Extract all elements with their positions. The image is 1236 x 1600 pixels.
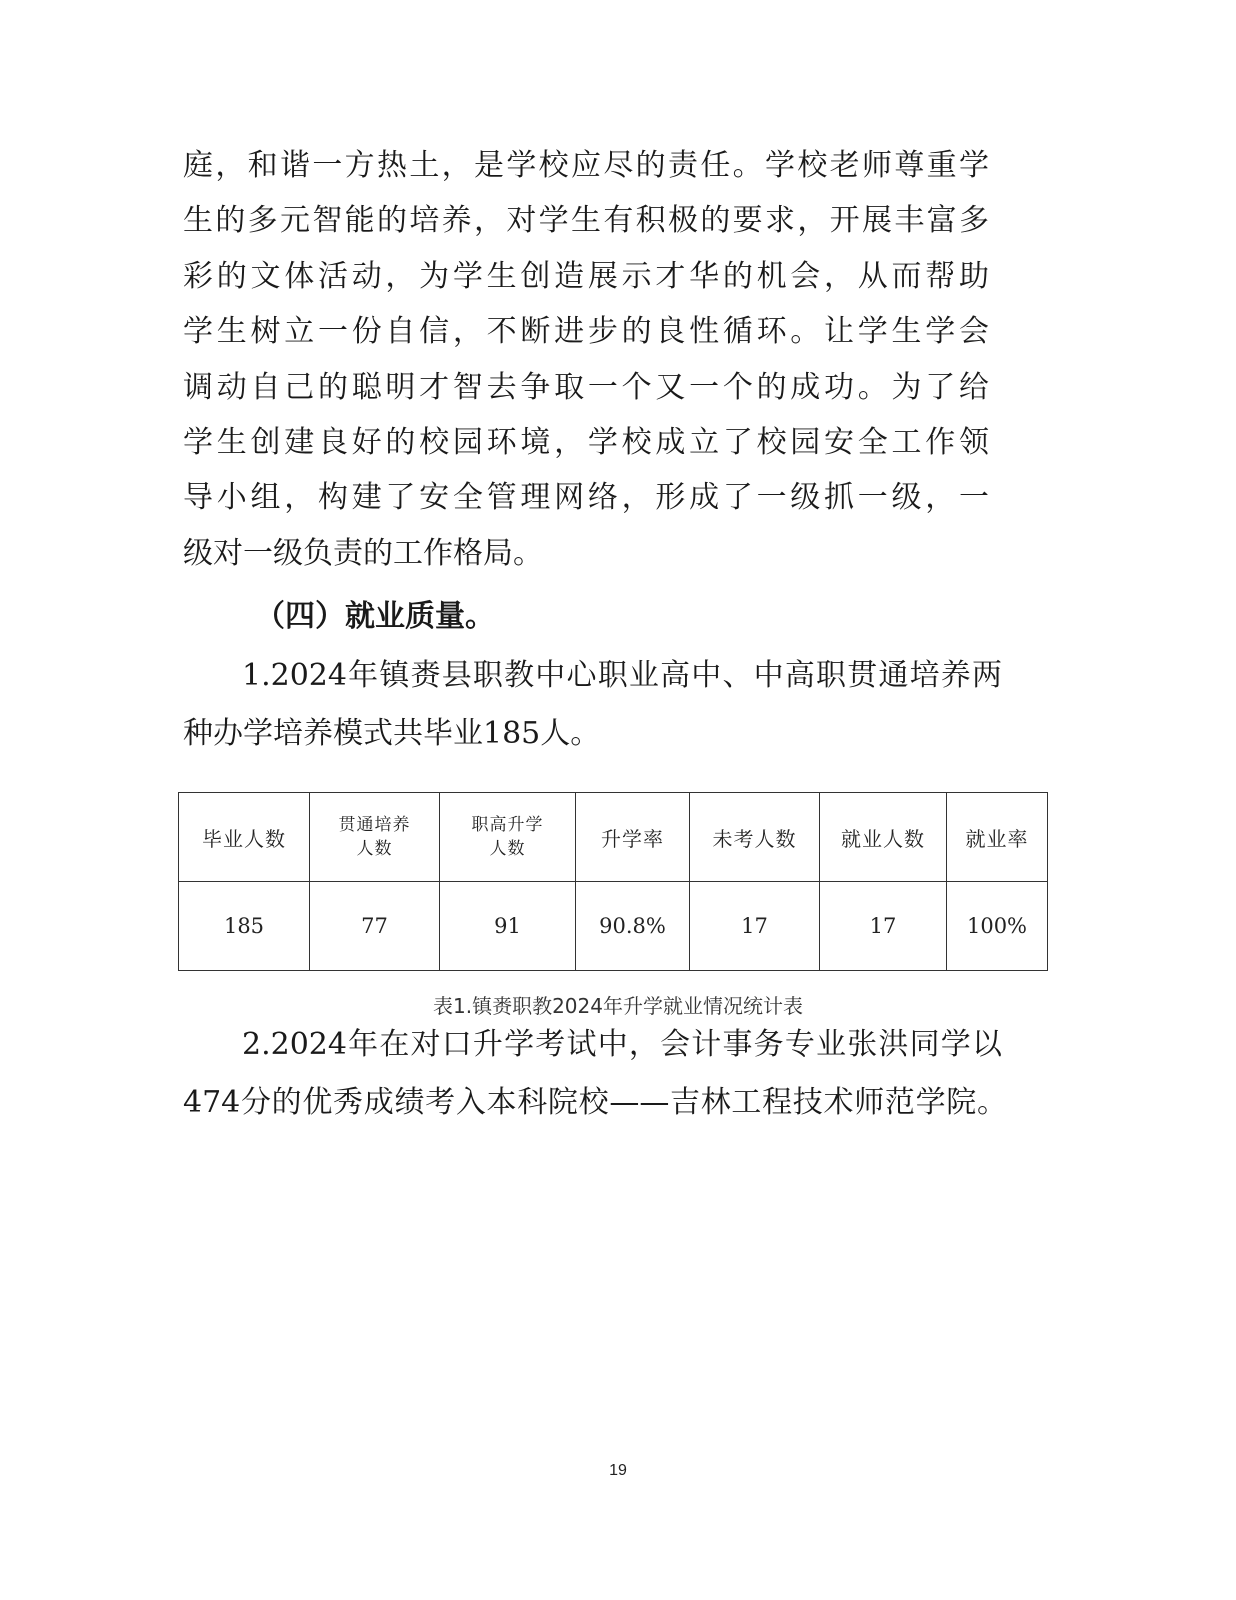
header-cell-not-tested: 未考人数 [690, 793, 820, 882]
paragraph-line: 彩的文体活动，为学生创造展示才华的机会，从而帮助 [183, 259, 989, 294]
paragraph-line: 导小组，构建了安全管理网络，形成了一级抓一级，一 [183, 480, 989, 515]
header-cell-employed: 就业人数 [820, 793, 947, 882]
item-1-line-2: 种办学培养模式共毕业185人。 [183, 716, 601, 751]
statistics-table [178, 792, 1048, 971]
paragraph-line: 级对一级负责的工作格局。 [183, 536, 543, 571]
value-cell-admission-rate: 90.8% [576, 882, 690, 971]
header-cell-admission-rate: 升学率 [576, 793, 690, 882]
table-caption: 表1.镇赉职教2024年升学就业情况统计表 [433, 994, 803, 1018]
paragraph-line: 生的多元智能的培养，对学生有积极的要求，开展丰富多 [183, 203, 989, 238]
item-1-line-1: 1.2024年镇赉县职教中心职业高中、中高职贯通培养两 [242, 658, 1002, 693]
paragraph-line: 学生树立一份自信，不断进步的良性循环。让学生学会 [183, 314, 989, 349]
value-cell-employed: 17 [820, 882, 947, 971]
paragraph-line: 调动自己的聪明才智去争取一个又一个的成功。为了给 [183, 370, 989, 405]
header-cell-through-training: 贯通培养 人数 [310, 793, 440, 882]
section-heading: （四）就业质量。 [255, 599, 495, 634]
table-header-row [179, 793, 1048, 882]
value-cell-through-training: 77 [310, 882, 440, 971]
item-2-line-1: 2.2024年在对口升学考试中，会计事务专业张洪同学以 [242, 1027, 1002, 1062]
header-cell-graduates: 毕业人数 [179, 793, 310, 882]
paragraph-line: 庭，和谐一方热土，是学校应尽的责任。学校老师尊重学 [183, 148, 989, 183]
paragraph-line: 学生创建良好的校园环境，学校成立了校园安全工作领 [183, 425, 989, 460]
table-row [179, 882, 1048, 971]
value-cell-vocational-admission: 91 [440, 882, 576, 971]
value-cell-not-tested: 17 [690, 882, 820, 971]
header-cell-employment-rate: 就业率 [947, 793, 1048, 882]
value-cell-graduates: 185 [179, 882, 310, 971]
item-2-line-2: 474分的优秀成绩考入本科院校——吉林工程技术师范学院。 [183, 1085, 1007, 1120]
value-cell-employment-rate: 100% [947, 882, 1048, 971]
header-cell-vocational-admission: 职高升学 人数 [440, 793, 576, 882]
page-number: 19 [609, 1462, 627, 1479]
